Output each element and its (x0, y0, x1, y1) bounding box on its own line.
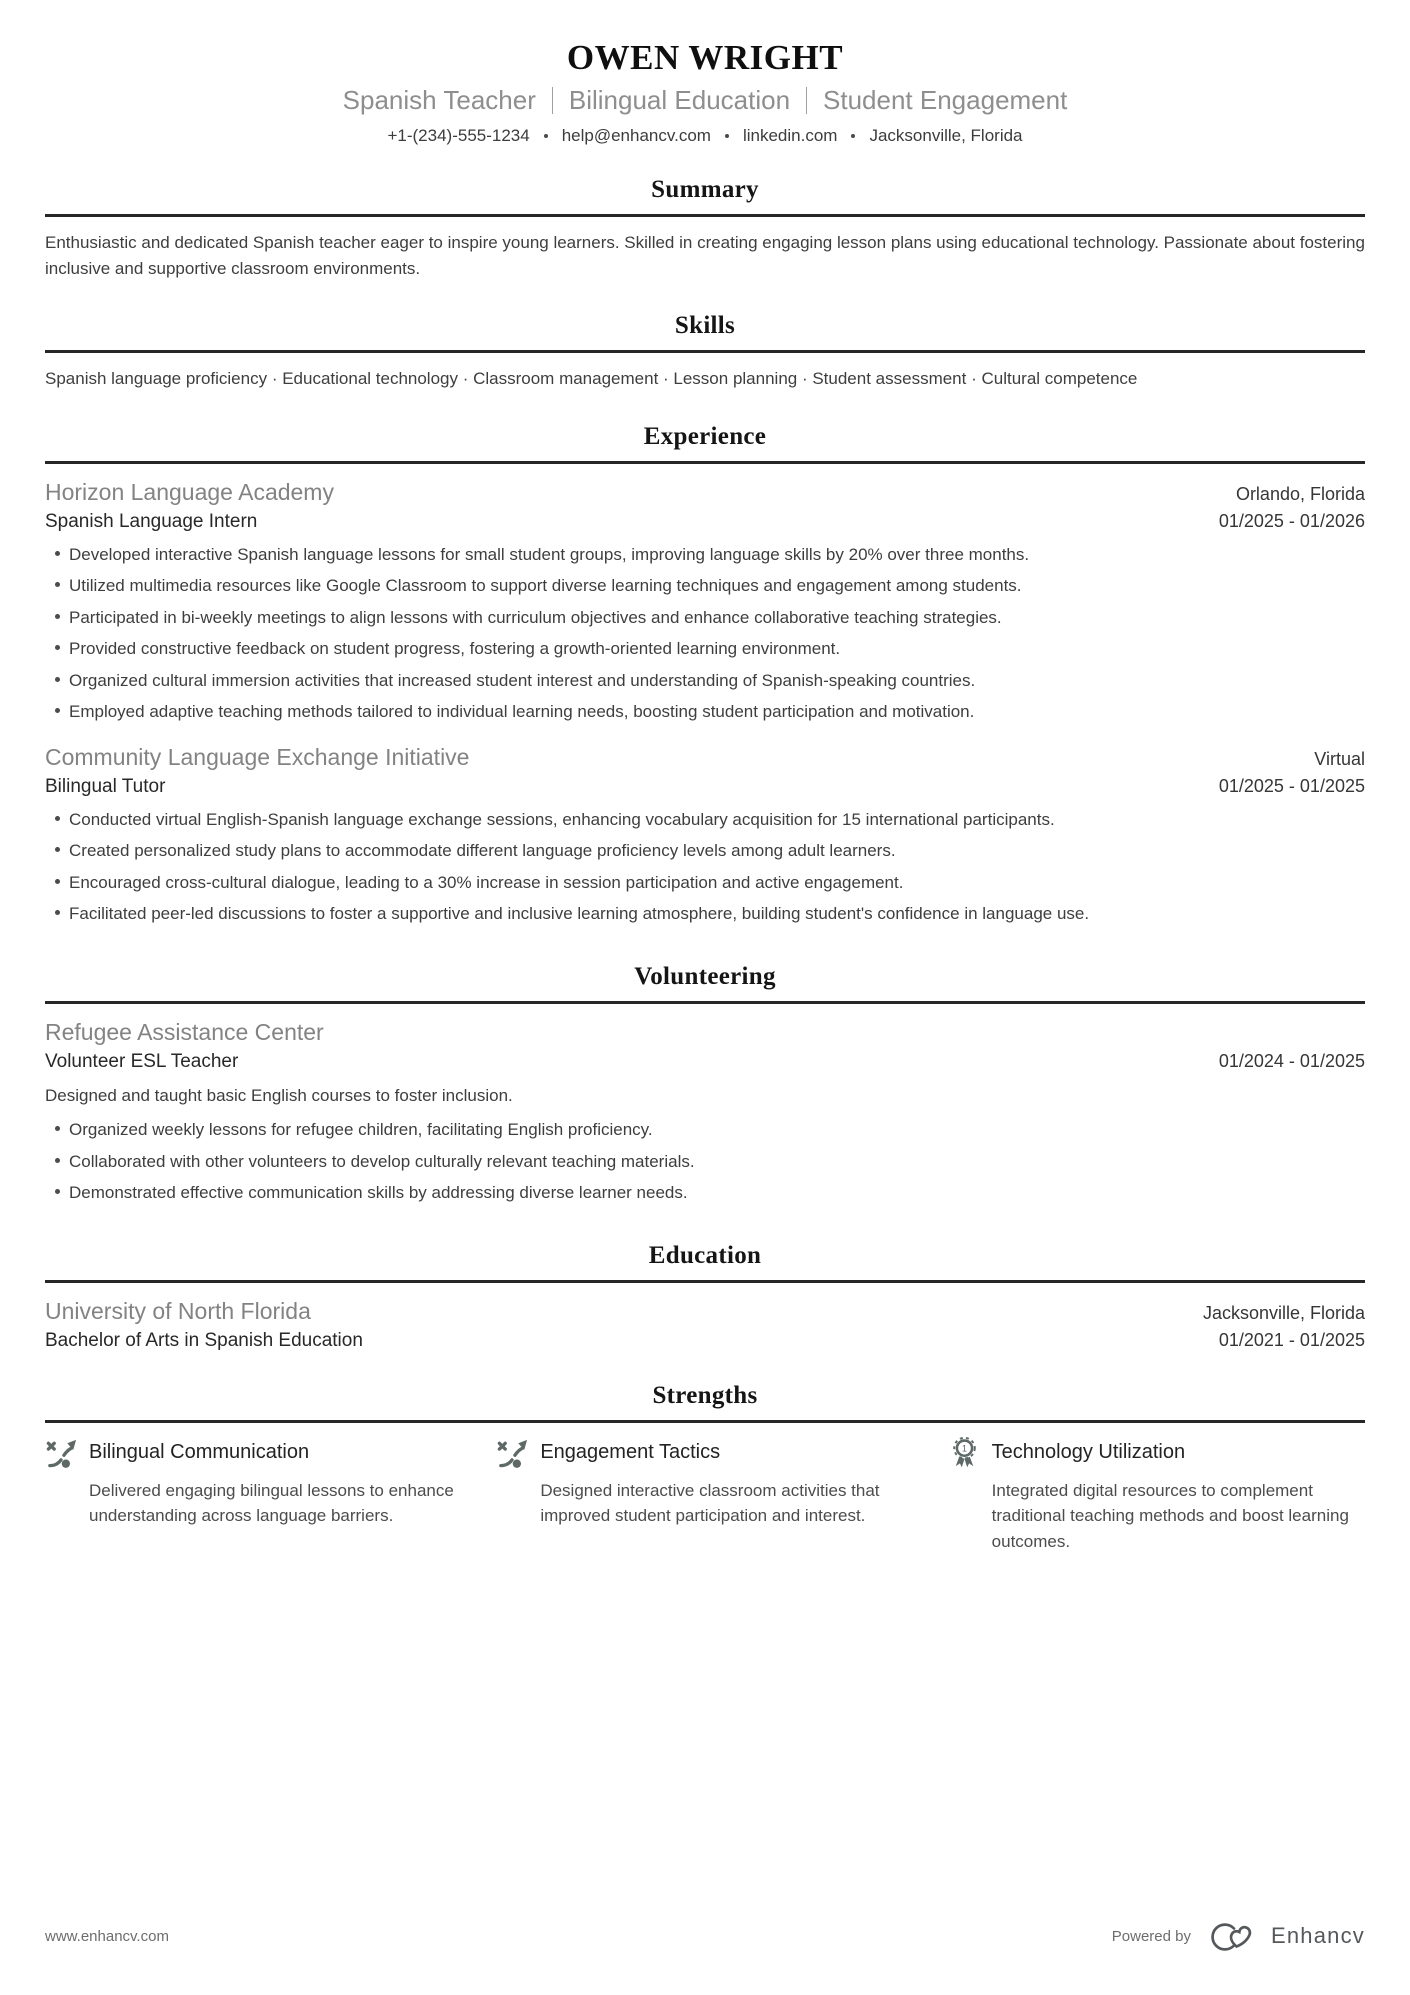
job-title: Spanish Language Intern (45, 510, 258, 532)
job-title: Bilingual Tutor (45, 775, 166, 797)
bullet-item: Organized weekly lessons for refugee children, facilitating English proficiency. (69, 1117, 1365, 1143)
section-divider (45, 1420, 1365, 1423)
bullet-item: Developed interactive Spanish language lessons for small student groups, improving language skills by 20% over three months. (69, 542, 1365, 568)
website-link[interactable]: www.enhancv.com (45, 1927, 169, 1945)
entry-location: Jacksonville, Florida (1202, 1302, 1365, 1323)
entry-role-row (45, 773, 1365, 798)
entry-role-row (45, 1048, 1365, 1073)
education-heading: Education (648, 1241, 762, 1269)
volunteering-heading: Volunteering (634, 962, 776, 990)
company-name: Community Language Exchange Initiative (45, 743, 470, 770)
bullet-item: Utilized multimedia resources like Google Classroom to support diverse learning techniques and engagement among students. (69, 573, 1365, 599)
strength-title: Engagement Tactics (540, 1440, 721, 1463)
education-entry (45, 1296, 1365, 1352)
section-divider (45, 214, 1365, 217)
bullet-item: Created personalized study plans to accommodate different language proficiency levels among adult learners. (69, 838, 1365, 864)
entry-role-row (45, 1327, 1365, 1352)
strengths-heading: Strengths (652, 1381, 758, 1409)
bullet-item: Collaborated with other volunteers to develop culturally relevant teaching materials. (69, 1149, 1365, 1175)
entry-header-row (45, 1017, 1365, 1048)
strength-header (496, 1436, 913, 1469)
degree-title: Bachelor of Arts in Spanish Education (45, 1329, 363, 1351)
entry-location: Virtual (1314, 748, 1365, 769)
section-divider (45, 350, 1365, 353)
entry-header-row (45, 742, 1365, 773)
section-divider (45, 461, 1365, 464)
section-education (45, 1242, 1365, 1352)
strength-header (45, 1436, 462, 1469)
separator-dot-icon (851, 134, 855, 138)
entry-description: Designed and taught basic English courses to foster inclusion. (45, 1085, 513, 1105)
date-range: 01/2025 - 01/2025 (1218, 775, 1365, 796)
strengths-grid (45, 1436, 1365, 1555)
job-title: Volunteer ESL Teacher (45, 1050, 239, 1072)
candidate-name: OWEN WRIGHT (566, 38, 844, 77)
organization-name: Refugee Assistance Center (45, 1018, 324, 1045)
powered-by-label: Powered by (1111, 1927, 1191, 1945)
entry-header-row (45, 477, 1365, 508)
bullet-list (45, 1117, 1365, 1206)
date-range: 01/2024 - 01/2025 (1218, 1050, 1365, 1071)
section-experience (45, 423, 1365, 933)
resume-header (45, 38, 1365, 146)
bullet-item: Conducted virtual English-Spanish language exchange sessions, enhancing vocabulary acquisition for 15 international participants. (69, 807, 1365, 833)
contact-row (45, 126, 1365, 146)
tactics-icon (496, 1436, 529, 1469)
experience-heading: Experience (643, 422, 767, 450)
company-name: Horizon Language Academy (45, 478, 334, 505)
strength-item (496, 1436, 913, 1555)
section-strengths (45, 1382, 1365, 1555)
phone-number: +1-(234)-555-1234 (387, 125, 530, 145)
bullet-item: Facilitated peer-led discussions to foster a supportive and inclusive learning atmosphere, building student's confidence in language use. (69, 901, 1365, 927)
school-name: University of North Florida (45, 1297, 311, 1324)
medal-icon (948, 1436, 981, 1469)
separator-dot-icon (544, 134, 548, 138)
section-skills (45, 312, 1365, 392)
headline-specialty-2: Student Engagement (823, 85, 1068, 116)
strength-title: Technology Utilization (991, 1440, 1186, 1463)
skills-heading: Skills (674, 312, 736, 340)
tactics-icon (45, 1436, 78, 1469)
volunteering-entry (45, 1017, 1365, 1206)
svg-text:1: 1 (961, 1443, 967, 1454)
strength-description: Delivered engaging bilingual lessons to enhance understanding across language barriers. (89, 1480, 454, 1526)
bullet-list (45, 807, 1365, 927)
strength-item (45, 1436, 462, 1555)
summary-text: Enthusiastic and dedicated Spanish teacher eager to inspire young learners. Skilled in creating engaging lesson plans using educational technology. Passionate about fostering inclusive and supportive classroom environments. (45, 232, 1365, 279)
page-footer (45, 1919, 1365, 1953)
strength-header (948, 1436, 1365, 1469)
headline-divider (552, 87, 553, 114)
experience-entry (45, 742, 1365, 927)
headline-role: Spanish Teacher (342, 85, 536, 116)
bullet-item: Provided constructive feedback on student progress, fostering a growth-oriented learning environment. (69, 636, 1365, 662)
date-range: 01/2025 - 01/2026 (1218, 510, 1365, 531)
section-summary (45, 176, 1365, 283)
experience-entry (45, 477, 1365, 725)
strength-item (948, 1436, 1365, 1555)
section-volunteering (45, 963, 1365, 1212)
bullet-item: Demonstrated effective communication skills by addressing diverse learner needs. (69, 1180, 1365, 1206)
linkedin-link[interactable]: linkedin.com (742, 125, 838, 145)
bullet-item: Organized cultural immersion activities that increased student interest and understanding of Spanish-speaking countries. (69, 668, 1365, 694)
bullet-item: Encouraged cross-cultural dialogue, leading to a 30% increase in session participation and active engagement. (69, 870, 1365, 896)
email-link[interactable]: help@enhancv.com (561, 125, 711, 145)
entry-location: Orlando, Florida (1235, 483, 1365, 504)
headline-specialty-1: Bilingual Education (568, 85, 791, 116)
strength-description: Designed interactive classroom activities that improved student participation and interest. (540, 1480, 880, 1526)
summary-heading: Summary (651, 175, 759, 203)
brand-name[interactable]: Enhancv (1270, 1923, 1365, 1948)
bullet-item: Employed adaptive teaching methods tailored to individual learning needs, boosting student participation and motivation. (69, 699, 1365, 725)
section-divider (45, 1001, 1365, 1004)
strength-title: Bilingual Communication (89, 1440, 310, 1463)
date-range: 01/2021 - 01/2025 (1218, 1329, 1365, 1350)
entry-header-row (45, 1296, 1365, 1327)
skills-text: Spanish language proficiency · Educational technology · Classroom management · Lesson planning · Student assessment · Cultural competence (45, 369, 1138, 389)
bullet-item: Participated in bi-weekly meetings to align lessons with curriculum objectives and enhance collaborative teaching strategies. (69, 605, 1365, 631)
powered-by-block (1112, 1919, 1365, 1953)
entry-role-row (45, 508, 1365, 533)
location-text: Jacksonville, Florida (869, 125, 1023, 145)
enhancv-logo-icon[interactable] (1205, 1919, 1257, 1953)
bullet-list (45, 542, 1365, 725)
headline-divider (806, 87, 807, 114)
section-divider (45, 1280, 1365, 1283)
headline (45, 84, 1365, 117)
separator-dot-icon (725, 134, 729, 138)
strength-description: Integrated digital resources to complement traditional teaching methods and boost learning outcomes. (991, 1480, 1349, 1551)
